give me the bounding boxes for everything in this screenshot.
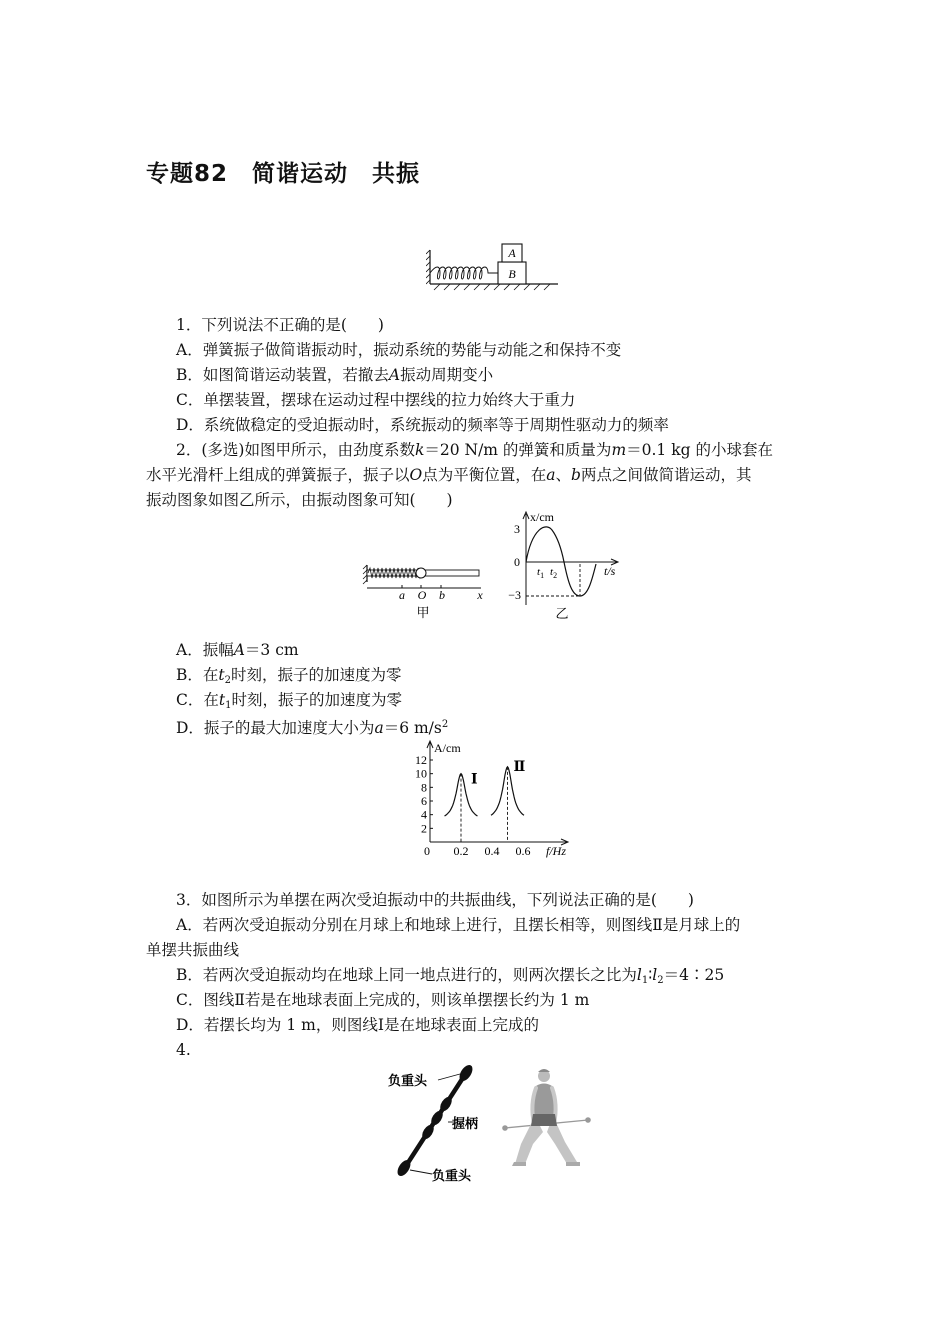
chart-ytick-label: 2 [421, 821, 427, 836]
figure-yi [506, 508, 624, 622]
q2-option-c: C．在$t_1$时刻，振子的加速度为零 [176, 691, 402, 711]
chart-xlabel: f/Hz [546, 844, 567, 858]
chart-xtick-label: 0.4 [484, 844, 500, 858]
athlete-illustration [502, 1069, 591, 1166]
q2-stem-line1: 2．(多选)如图甲所示，由劲度系数k＝20 N/m 的弹簧和质量为m＝0.1 kg 的小球套在 [176, 441, 773, 459]
label-x: x [477, 588, 483, 602]
caption-jia: 甲 [416, 605, 430, 620]
yi-ytick-bottom: −3 [508, 588, 521, 602]
block-a-label: A [508, 246, 516, 260]
chart-xtick-label: 0 [424, 844, 430, 858]
q2-option-b: B．在$t_2$时刻，振子的加速度为零 [176, 666, 402, 686]
q1-option-c: C．单摆装置，摆球在运动过程中摆线的拉力始终大于重力 [176, 391, 576, 409]
curve-label-2: Ⅱ [513, 759, 526, 775]
chart-ytick-label: 8 [421, 780, 427, 795]
chart-ytick-label: 4 [421, 807, 427, 822]
q2-option-a: A．振幅A＝3 cm [176, 641, 299, 659]
q1-option-b: B．如图简谐运动装置，若撤去A振动周期变小 [176, 366, 494, 384]
yi-ytick-top: 3 [514, 522, 520, 536]
q3-stem: 3．如图所示为单摆在两次受迫振动中的共振曲线，下列说法正确的是( ) [176, 891, 694, 909]
yi-ylabel: x/cm [530, 510, 554, 524]
label-o: O [417, 588, 427, 602]
q1-option-a: A．弹簧振子做简谐振动时，振动系统的势能与动能之和保持不变 [176, 341, 622, 359]
q1-option-d: D．系统做稳定的受迫振动时，系统振动的频率等于周期性驱动力的频率 [176, 416, 669, 434]
flex-bar-figure [380, 1062, 620, 1186]
yi-t1: $t_1$ [537, 566, 545, 580]
q1-stem: 1．下列说法不正确的是( ) [176, 316, 384, 334]
curve-label-1: Ⅰ [471, 772, 478, 788]
q3-option-a-line1: A．若两次受迫振动分别在月球上和地球上进行，且摆长相等，则图线Ⅱ是月球上的 [176, 916, 741, 934]
q3-option-d: D．若摆长均为 1 m，则图线Ⅰ是在地球表面上完成的 [176, 1016, 539, 1034]
label-a: a [399, 588, 405, 602]
q2-stem-line3: 振动图象如图乙所示，由振动图象可知( ) [146, 491, 453, 509]
label-weight-head-bottom: 负重头 [432, 1168, 472, 1183]
q4-number: 4. [176, 1041, 191, 1059]
figure-jia [362, 560, 488, 622]
q3-option-c: C．图线Ⅱ若是在地球表面上完成的，则该单摆摆长约为 1 m [176, 991, 590, 1009]
chart-xtick-label: 0.6 [515, 844, 531, 858]
chart-xtick-label: 0.2 [453, 844, 469, 858]
caption-yi: 乙 [555, 606, 569, 621]
chart-ytick-label: 6 [421, 794, 427, 808]
yi-xlabel: t/s [604, 564, 616, 578]
q2-stem-line2: 水平光滑杆上组成的弹簧振子，振子以O点为平衡位置，在a、b两点之间做简谐运动，其 [146, 466, 752, 484]
chart-ytick-label: 10 [415, 766, 427, 781]
page-title: 专题82 简谐运动 共振 [146, 161, 421, 187]
spring-block-figure [426, 240, 562, 292]
yi-t2: $t_2$ [550, 566, 558, 580]
chart-ytick-label: 12 [415, 753, 427, 767]
chart-ylabel: A/cm [434, 741, 461, 755]
yi-ytick-zero: 0 [514, 555, 520, 569]
q2-option-d: D．振子的最大加速度大小为a＝6 $m/s^2$ [176, 719, 449, 737]
q3-option-a-line2: 单摆共振曲线 [146, 941, 240, 959]
q3-option-b: B．若两次受迫振动均在地球上同一地点进行的，则两次摆长之比为$l_1∶l_2=4∶25$ [176, 966, 725, 986]
label-grip: 握柄 [452, 1116, 479, 1131]
block-b-label: B [508, 267, 516, 281]
label-b: b [439, 588, 445, 602]
oscillator-ball [416, 568, 426, 578]
displacement-curve [526, 527, 596, 596]
label-weight-head-top: 负重头 [388, 1073, 428, 1088]
resonance-chart [400, 738, 580, 860]
